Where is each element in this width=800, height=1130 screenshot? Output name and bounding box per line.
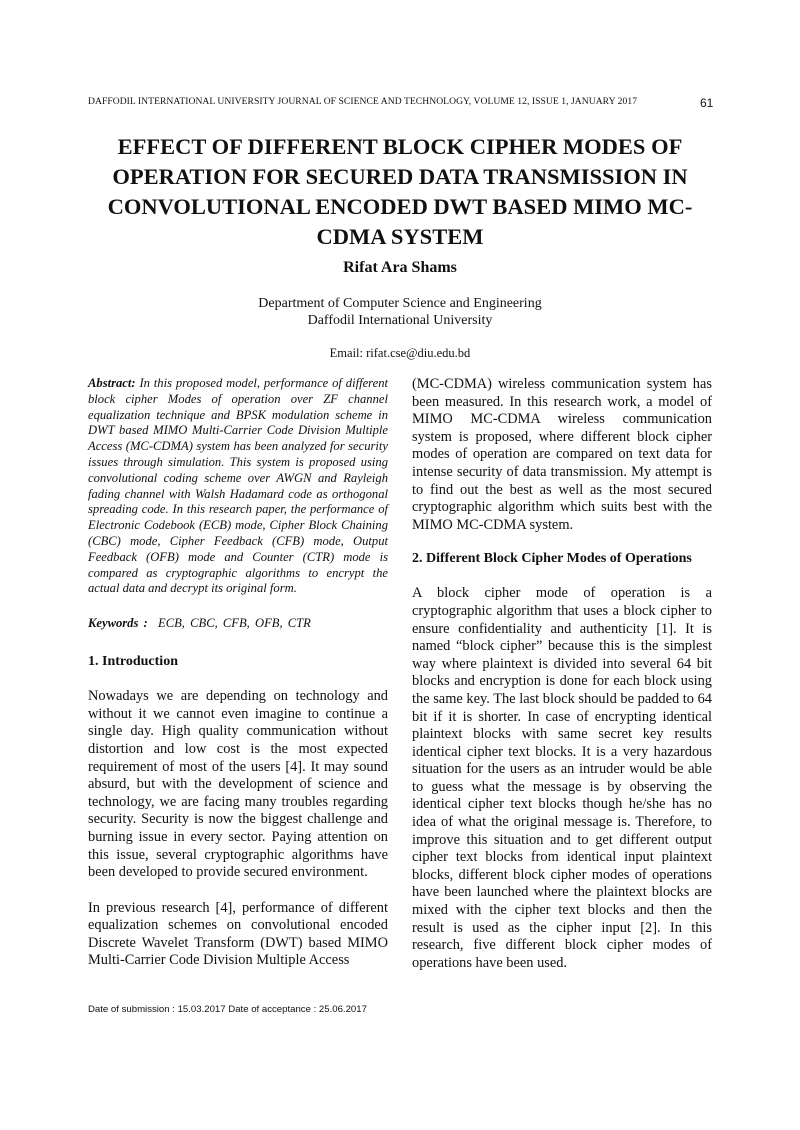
title-line: CONVOLUTIONAL ENCODED DWT BASED MIMO MC- [107, 194, 693, 219]
intro-paragraph: Nowadays we are depending on technology and without it we cannot even imagine to continue a single day. High quality communication without distortion and low cost is the most expected requirement of most of the users [4]. It may sound absurd, but with the development of science and technology, we are facing many troubles regarding security. Security is now the biggest challenge and burning issue in every sector. Paying attention on this issue, several cryptographic algorithms have been developed to provide secured environment. [88, 688, 388, 881]
page-number: 61 [700, 96, 714, 110]
keywords-label: Keywords : [88, 616, 148, 631]
keywords-text: ECB, CBC, CFB, OFB, CTR [158, 616, 311, 631]
abstract-text: In this proposed model, performance of different block cipher Modes of operation over ZF channel equalization technique and BPSK modulation scheme in DWT based MIMO Multi-Carrier Code Division Multiple Access (MC-CDMA) system has been analyzed for security issues through simulation. This system is proposed using convolutional coding scheme over AWGN and Rayleigh fading channel with Walsh Hadamard code as orthogonal spreading code. In this research paper, the performance of Electronic Codebook (ECB) mode, Cipher Block Chaining (CBC) mode, Cipher Feedback (CFB) mode, Output Feedback (OFB) mode and Counter (CTR) mode is compared as cryptographic algorithms to encrypt the actual data and decrypt its original form. [88, 376, 389, 596]
paper-title [100, 132, 700, 252]
running-head: DAFFODIL INTERNATIONAL UNIVERSITY JOURNAL OF SCIENCE AND TECHNOLOGY, VOLUME 12, ISSUE 1, JANUARY 2017 [88, 96, 638, 107]
title-line: OPERATION FOR SECURED DATA TRANSMISSION IN [112, 164, 688, 189]
section2-paragraph: A block cipher mode of operation is a cryptographic algorithm that uses a block cipher to ensure confidentiality and authenticity [1]. It is named “block cipher” because this is the simplest way where plaintext is divided into several 64 bit blocks and encryption is done for each block using the same key. The last block should be padded to 64 bit if it is shorter. In case of encrypting identical plaintext blocks with same secret key results identical cipher text blocks. It is a very hazardous situation for the users as an intruder would be able to guess what the message is by observing the identical cipher text blocks though he/she has no idea of what the original message is. Therefore, to improve this situation and to get different output cipher text blocks from identical input plaintext blocks, different block cipher modes of operations have been launched where the plaintext blocks are mixed with the cipher text blocks and then the result is used as the cipher input [2]. In this research, five different block cipher modes of operations have been used. [412, 585, 712, 971]
author-name: Rifat Ara Shams [343, 259, 457, 276]
title-line: CDMA SYSTEM [316, 224, 484, 249]
section-heading-block-cipher-modes: 2. Different Block Cipher Modes of Operations [412, 551, 692, 567]
department: Department of Computer Science and Engineering [258, 296, 542, 311]
title-line: EFFECT OF DIFFERENT BLOCK CIPHER MODES OF [117, 134, 683, 159]
intro-continuation: (MC-CDMA) wireless communication system has been measured. In this research work, a model of MIMO MC-CDMA wireless communication system is proposed, where different block cipher modes of operation are compared on text data for intense security of data transmission. My attempt is to find out the best as well as the most secured cryptographic algorithm which suits best with the MIMO MC-CDMA system. [412, 376, 712, 533]
submission-dates: Date of submission : 15.03.2017 Date of acceptance : 25.06.2017 [88, 1004, 367, 1015]
abstract-label: Abstract: [88, 376, 136, 390]
keywords [88, 616, 388, 631]
author-email: Email: rifat.cse@diu.edu.bd [329, 346, 471, 360]
right-column [412, 376, 712, 972]
abstract [88, 376, 388, 597]
section-heading-introduction: 1. Introduction [88, 654, 178, 670]
affiliation [100, 295, 700, 329]
intro-paragraph: In previous research [4], performance of different equalization schemes on convolutional encoded Discrete Wavelet Transform (DWT) based MIMO Multi-Carrier Code Division Multiple Access [88, 899, 388, 969]
left-column [88, 376, 388, 970]
university: Daffodil International University [307, 313, 493, 328]
